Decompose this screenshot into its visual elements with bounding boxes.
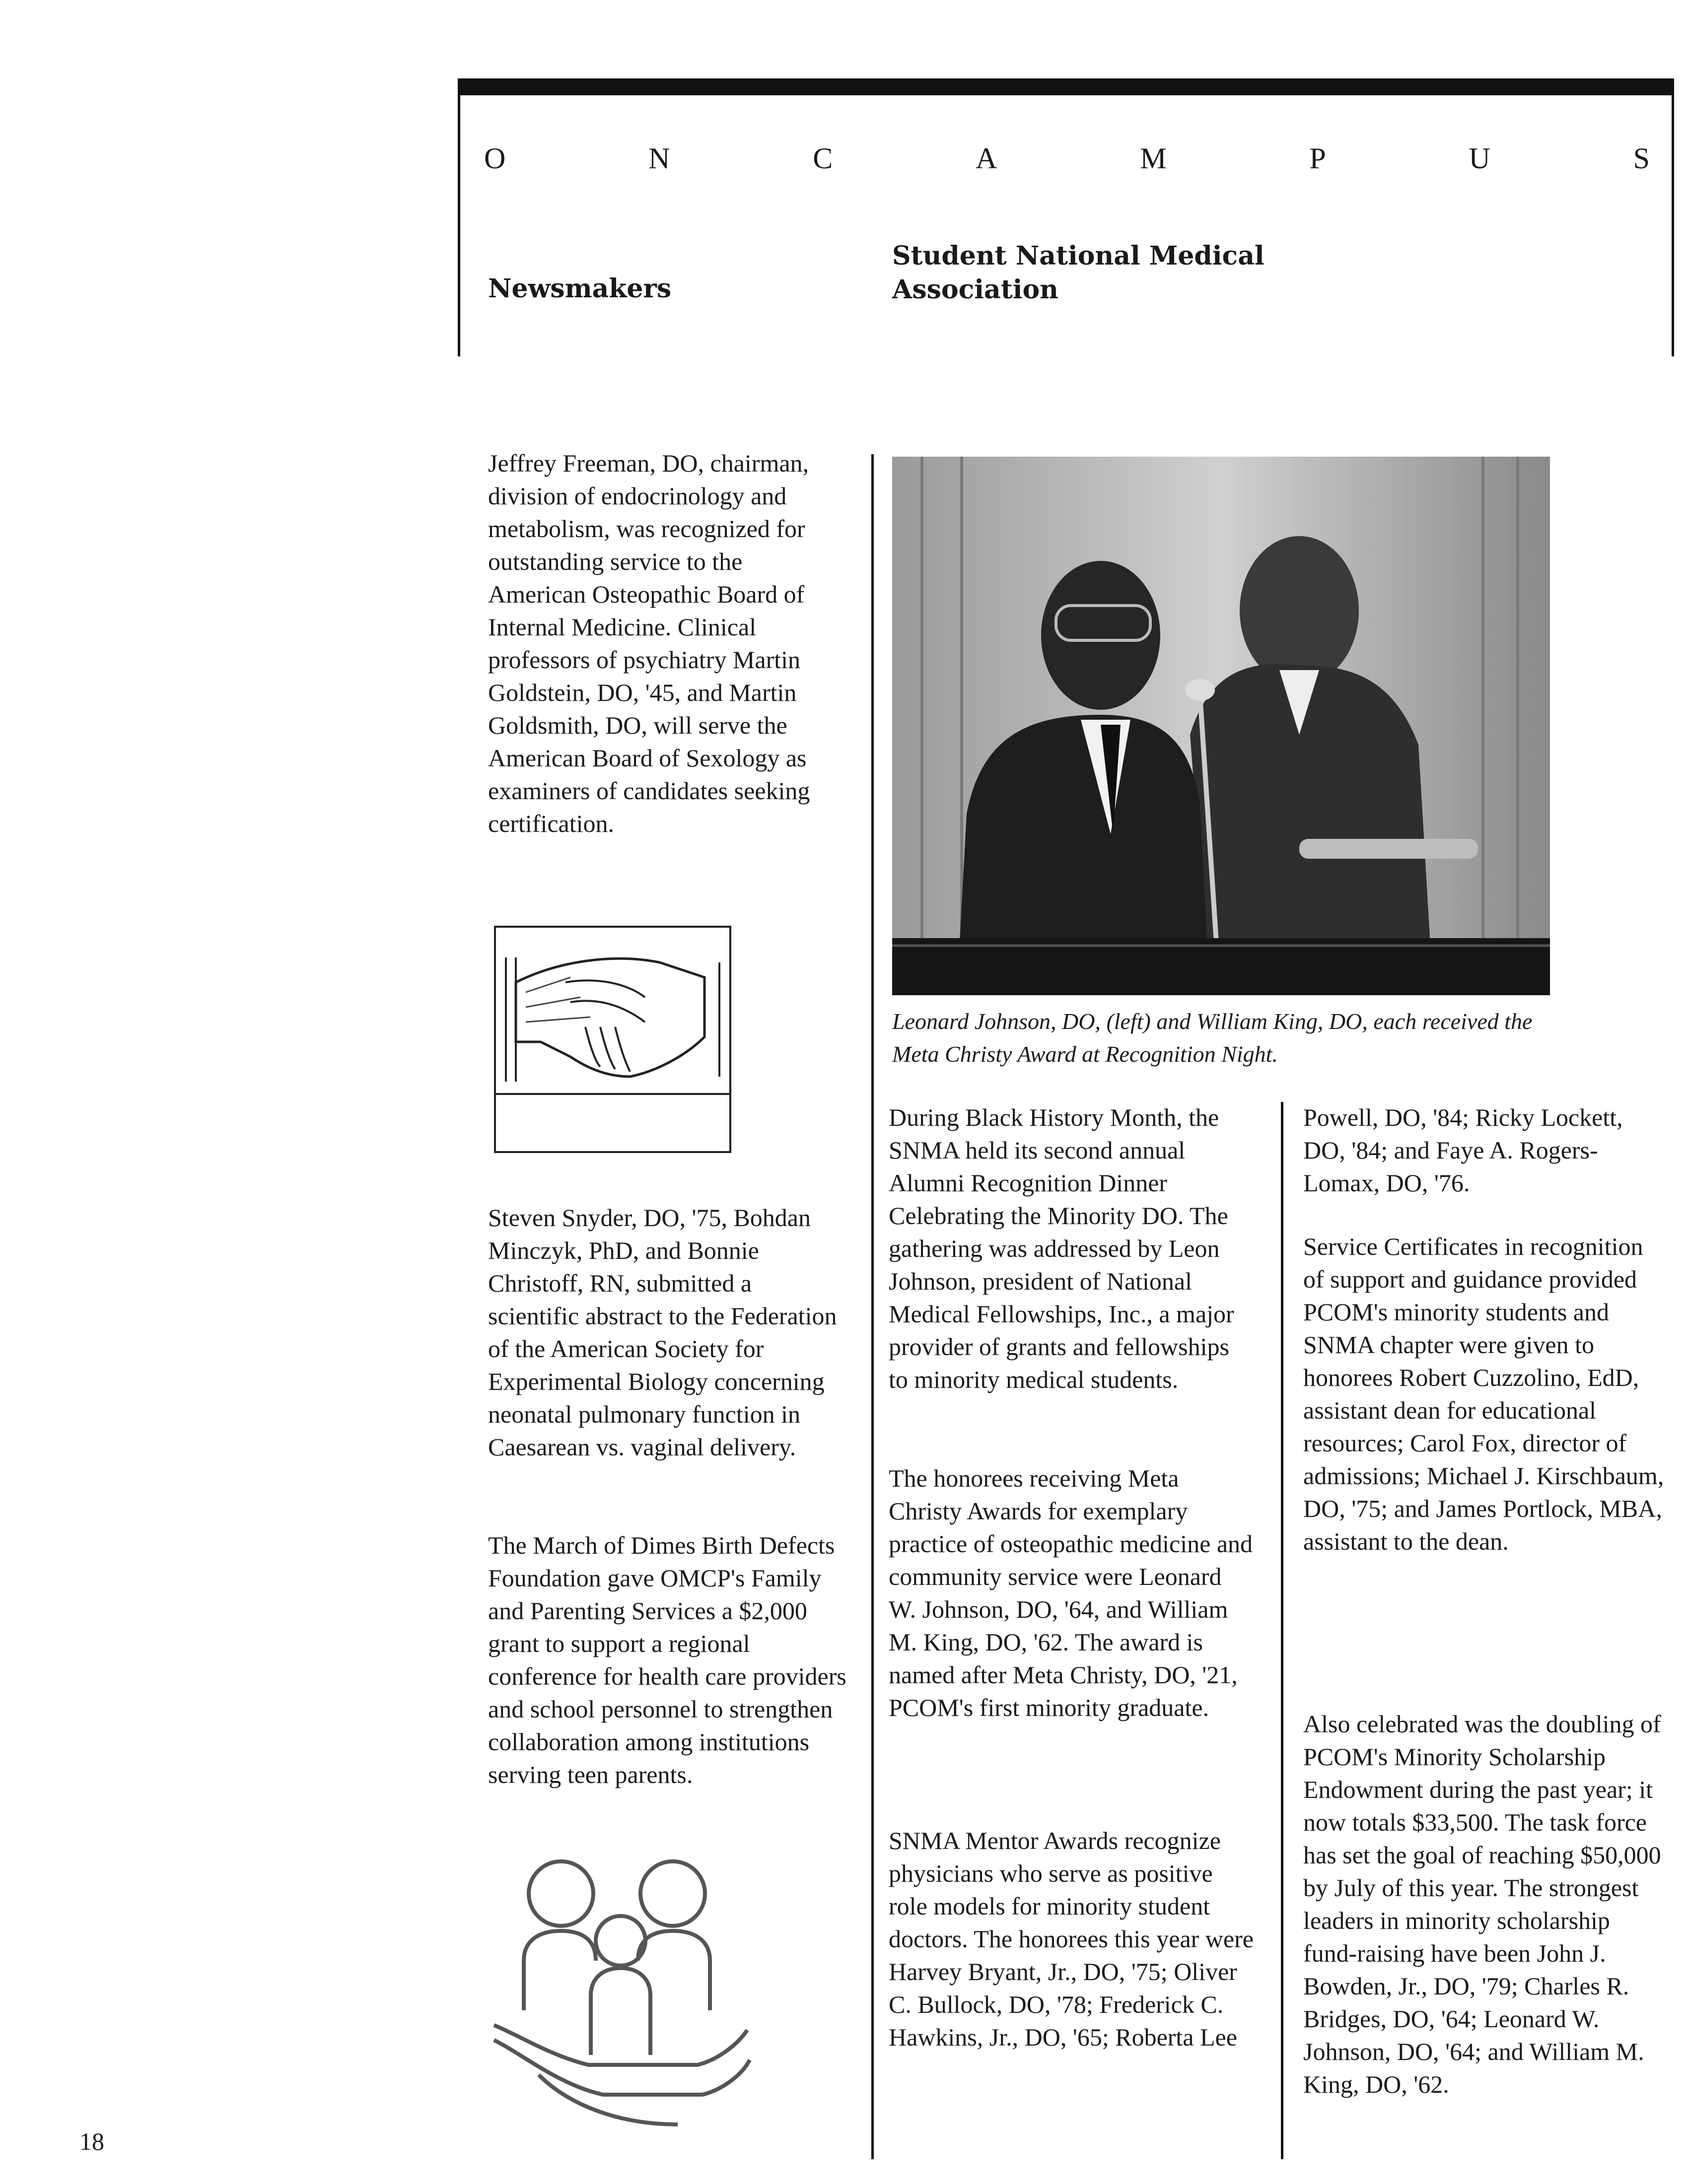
snma-title: Student National Medical Association	[892, 241, 1265, 305]
snma-paragraph-1: During Black History Month, the SNMA held its second annual Alumni Recognition Dinner Celebrating the Minority DO. The gathering was addressed by Leon Johnson, president of National Medical Fellowships, Inc., a major provider of grants and fellowships to minority medical students.	[889, 1103, 1234, 1393]
header-letter: N	[648, 142, 671, 175]
header-letter: C	[813, 142, 834, 175]
newsmakers-paragraph-2: Steven Snyder, DO, '75, Bohdan Minczyk, PhD, and Bonnie Christoff, RN, submitted a scientific abstract to the Federation of the American Society for Experimental Biology concerning neonatal pulmonary function in Caesarean vs. vaginal delivery.	[488, 1204, 837, 1461]
newsmakers-paragraph-3: The March of Dimes Birth Defects Foundation gave OMCP's Family and Parenting Services a $2,000 grant to support a regional conference for health care providers and school personnel to strengthen collaboration among institutions serving teen parents.	[488, 1531, 846, 1788]
snma-paragraph-3: SNMA Mentor Awards recognize physicians who serve as positive role models for minority student doctors. The honorees this year were Harvey Bryant, Jr., DO, '75; Oliver C. Bullock, DO, '78; Frederick C. Hawkins, Jr., DO, '65; Roberta Lee	[889, 1827, 1254, 2051]
frame-right-line	[1672, 78, 1674, 356]
photo-caption: Leonard Johnson, DO, (left) and William King, DO, each received the Meta Christy Award at Recognition Night.	[892, 1009, 1533, 1067]
header-letter: A	[976, 142, 998, 175]
snma-paragraph-5: Service Certificates in recognition of support and guidance provided PCOM's minority students and SNMA chapter were given to honorees Robert Cuzzolino, EdD, assistant dean for educational resources; Carol Fox, director of admissions; Michael J. Kirschbaum, DO, '75; and James Portlock, MBA, assistant to the dean.	[1303, 1232, 1664, 1555]
snma-paragraph-6: Also celebrated was the doubling of PCOM's Minority Scholarship Endowment during the past year; it now totals $33,500. The task force has set the goal of reaching $50,000 by July of this year. The strongest leaders in minority scholarship fund-raising have been John J. Bowden, Jr., DO, '79; Charles R. Bridges, DO, '64; Leonard W. Johnson, DO, '64; and William M. King, DO, '62.	[1303, 1710, 1661, 2098]
page-number: 18	[79, 2127, 104, 2155]
on-campus-header	[484, 141, 1651, 176]
header-letter: P	[1309, 142, 1327, 175]
header-letter: S	[1633, 142, 1651, 175]
recognition-night-photo	[892, 457, 1550, 995]
handshake-illustration	[494, 926, 731, 1153]
column-divider-left	[871, 454, 874, 2159]
top-rule	[458, 78, 1674, 95]
header-letter: U	[1469, 142, 1491, 175]
snma-paragraph-4: Powell, DO, '84; Ricky Lockett, DO, '84; and Faye A. Rogers-Lomax, DO, '76.	[1303, 1103, 1623, 1197]
snma-paragraph-2: The honorees receiving Meta Christy Awards for exemplary practice of osteopathic medicine and community service were Leonard W. Johnson, DO, '64, and William M. King, DO, '62. The award is named after Meta Christy, DO, '21, PCOM's first minority graduate.	[889, 1464, 1253, 1721]
newsmakers-title: Newsmakers	[488, 273, 672, 304]
column-divider-right	[1281, 1102, 1283, 2159]
frame-left-line	[458, 78, 460, 356]
header-letter: O	[484, 142, 507, 175]
newsmakers-paragraph-1: Jeffrey Freeman, DO, chairman, division of endocrinology and metabolism, was recognized for outstanding service to the American Osteopathic Board of Internal Medicine. Clinical professors of psychiatry Martin Goldstein, DO, '45, and Martin Goldsmith, DO, will serve the American Board of Sexology as examiners of candidates seeking certification.	[488, 449, 810, 837]
family-hand-illustration	[489, 1846, 752, 2134]
header-letter: M	[1140, 142, 1168, 175]
